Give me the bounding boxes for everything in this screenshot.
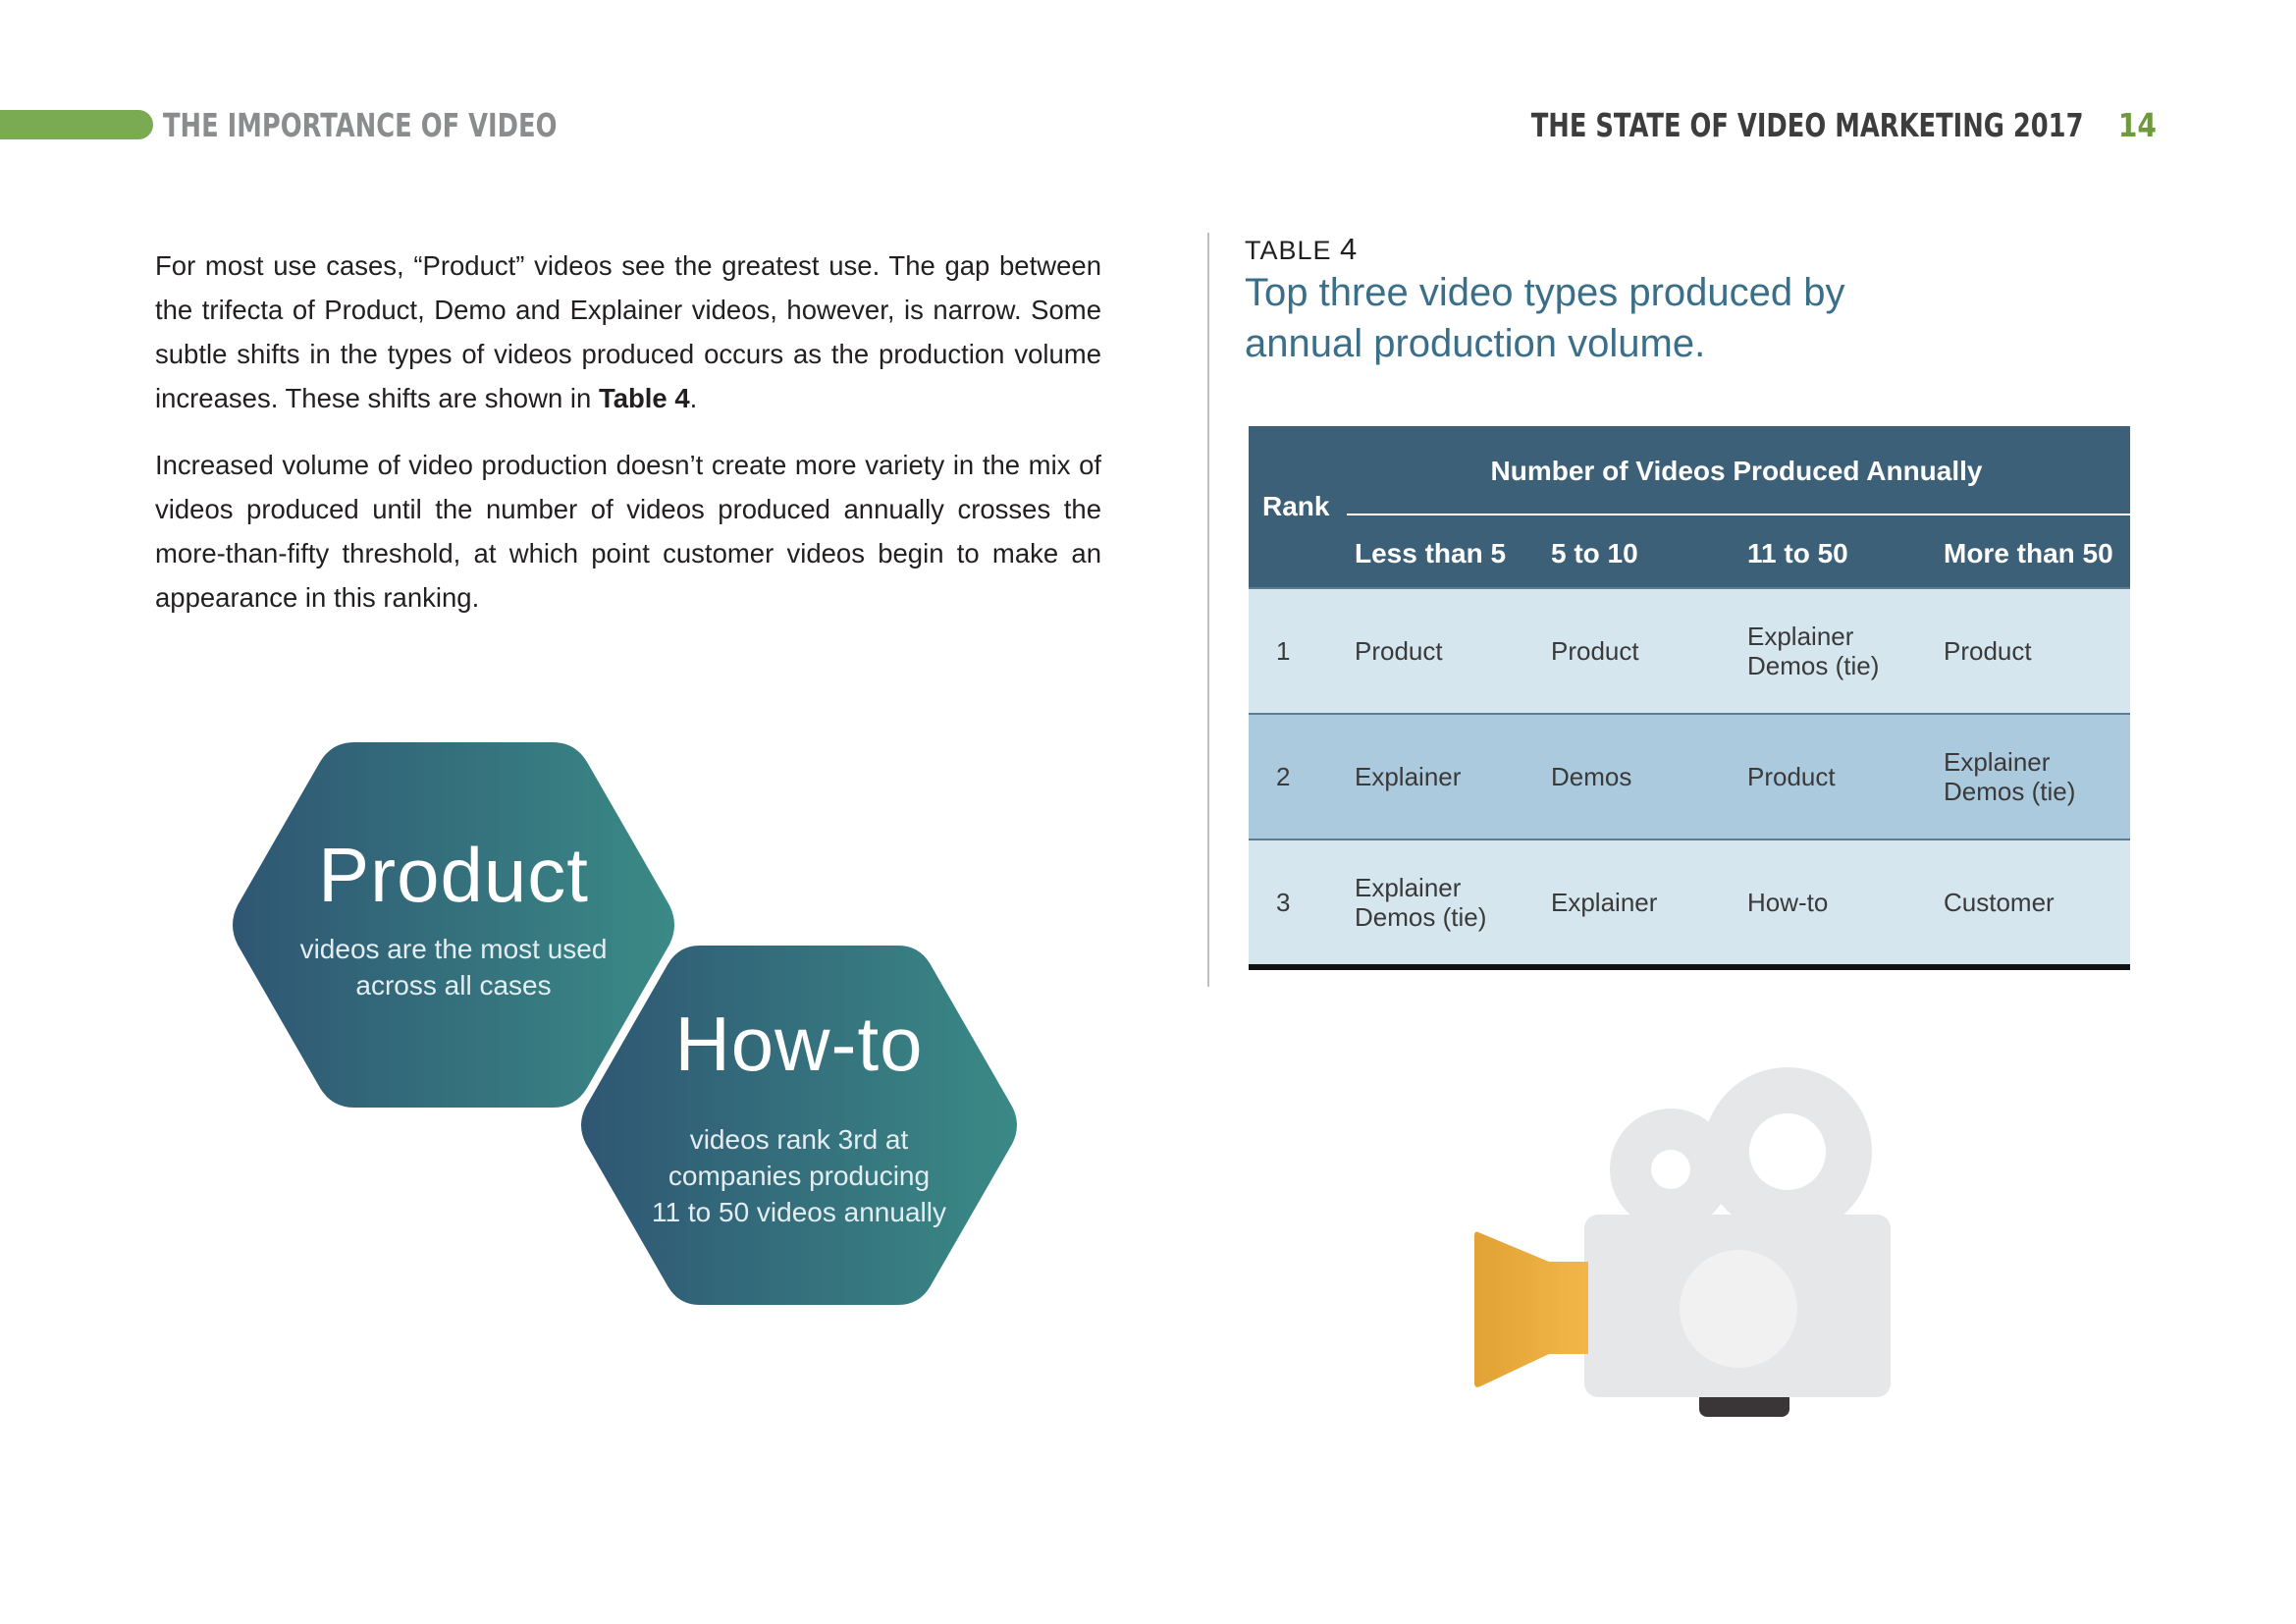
table-cell: [1551, 840, 1657, 964]
table-row: [1249, 587, 2130, 713]
column-header: 11 to 50: [1747, 538, 1848, 568]
product-caption-line: across all cases: [355, 970, 552, 1001]
howto-heading: How-to: [674, 1001, 924, 1087]
cell-text: Customer: [1944, 888, 2055, 917]
video-types-table: [1249, 426, 2130, 970]
cell-text: Product: [1944, 636, 2032, 666]
group-header: Number of Videos Produced Annually: [1490, 456, 1983, 486]
table-cell: [1747, 840, 1828, 964]
rank-cell: [1276, 840, 1290, 964]
table-cell: [1355, 840, 1486, 964]
cell-text: Product: [1551, 636, 1639, 666]
table-cell: [1355, 715, 1461, 839]
table-label-word: TABLE: [1245, 236, 1332, 265]
table-cell: [1747, 715, 1836, 839]
cell-text: Demos (tie): [1355, 902, 1487, 932]
howto-caption: [577, 1121, 1021, 1230]
howto-callout: [577, 939, 1021, 1312]
cell-text: Demos: [1551, 762, 1632, 791]
howto-caption-line: companies producing: [667, 1161, 931, 1191]
cell-text: Demos (tie): [1944, 777, 2076, 806]
paragraph-1-end: .: [689, 383, 698, 413]
section-accent-bar: [0, 110, 153, 139]
column-header: Less than 5: [1355, 538, 1507, 568]
column-header: More than 50: [1944, 538, 2113, 568]
header-divider: [1347, 514, 2130, 515]
table-cell: [1944, 715, 2075, 839]
table-label-number: 4: [1340, 232, 1359, 266]
paragraph-2: Increased volume of video production doesn’t create more variety in the mix of videos produced until the number of videos produced annually crosses the more-than-fifty threshold, at which point customer videos begin to make an appearance in this ranking.: [155, 450, 1101, 613]
table-cell: [1944, 589, 2032, 713]
rank-value: 3: [1276, 888, 1291, 917]
rank-cell: [1276, 715, 1290, 839]
column-header: 5 to 10: [1551, 538, 1638, 568]
rank-header: Rank: [1262, 491, 1330, 521]
cell-text: Explainer: [1944, 747, 2051, 777]
table-header: [1249, 426, 2130, 587]
body-text: [155, 244, 1101, 642]
rank-value: 1: [1276, 636, 1291, 666]
cell-text: Product: [1747, 762, 1836, 791]
rank-cell: [1276, 589, 1290, 713]
table-cell: [1747, 589, 1879, 713]
howto-caption-line: 11 to 50 videos annually: [652, 1197, 946, 1227]
product-caption-line: videos are the most used: [299, 934, 608, 964]
cell-text: Explainer: [1747, 622, 1854, 651]
table-cell: [1551, 715, 1631, 839]
howto-caption-line: videos rank 3rd at: [689, 1124, 909, 1155]
cell-text: Explainer: [1551, 888, 1658, 917]
cell-text: Explainer: [1355, 873, 1462, 902]
cell-text: How-to: [1747, 888, 1829, 917]
table-cell: [1355, 589, 1443, 713]
section-title: THE IMPORTANCE OF VIDEO: [163, 106, 558, 144]
publication-title: THE STATE OF VIDEO MARKETING 2017: [1531, 106, 2084, 144]
cell-text: Demos (tie): [1747, 651, 1880, 680]
paragraph-1-text: For most use cases, “Product” videos see the greatest use. The gap between the trifecta of Product, Demo and Explainer videos, however, is narrow. Some subtle shifts in the types of videos produced occurs as the production volume increases. These shifts are shown in: [155, 250, 1101, 413]
page-number: 14: [2117, 106, 2157, 144]
table-cell: [1551, 589, 1639, 713]
table-bottom-rule: [1249, 964, 2130, 970]
table-cell: [1944, 840, 2055, 964]
column-divider: [1207, 233, 1209, 987]
cell-text: Product: [1355, 636, 1443, 666]
table-row: [1249, 839, 2130, 964]
paragraph-1: [155, 244, 1101, 420]
table-label: [1245, 232, 1358, 267]
product-heading: Product: [318, 832, 589, 918]
table-title: Top three video types produced by annual production volume.: [1245, 271, 1845, 365]
cell-text: Explainer: [1355, 762, 1462, 791]
film-camera-icon: [1467, 1065, 1898, 1443]
table-row: [1249, 713, 2130, 839]
rank-value: 2: [1276, 762, 1291, 791]
table-reference: Table 4: [598, 383, 690, 413]
